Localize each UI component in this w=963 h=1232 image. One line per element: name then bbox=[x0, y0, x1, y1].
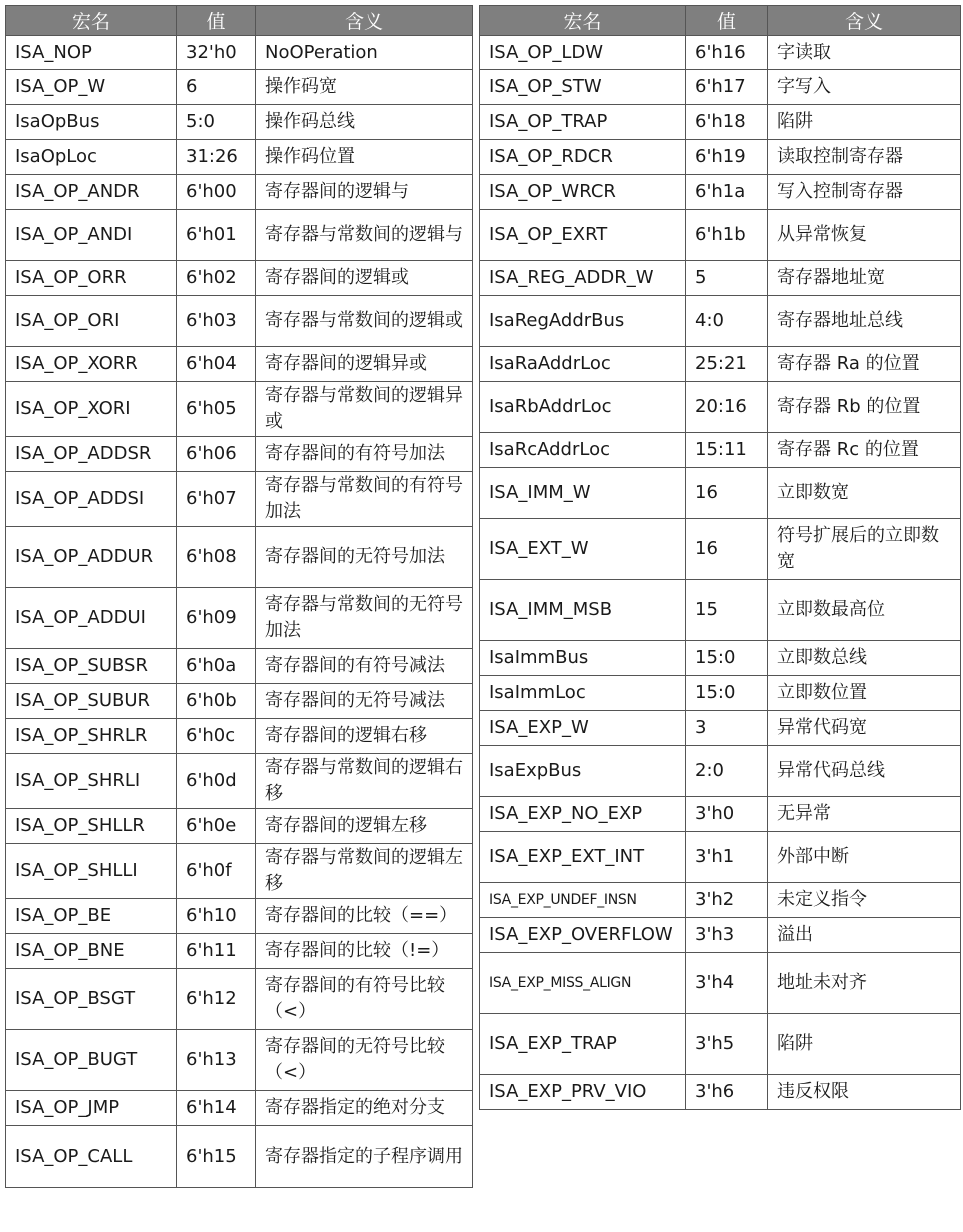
meaning-cell: 寄存器间的有符号比较（<） bbox=[256, 969, 473, 1030]
value-cell: 6'h01 bbox=[177, 210, 256, 261]
value-cell: 16 bbox=[686, 468, 768, 519]
meaning-cell: 写入控制寄存器 bbox=[768, 175, 961, 210]
meaning-cell: 寄存器间的无符号加法 bbox=[256, 527, 473, 588]
meaning-cell: 寄存器与常数间的逻辑与 bbox=[256, 210, 473, 261]
meaning-cell: 异常代码总线 bbox=[768, 746, 961, 797]
value-cell: 3 bbox=[686, 711, 768, 746]
macro-cell: ISA_EXT_W bbox=[480, 519, 686, 580]
value-cell: 3'h4 bbox=[686, 953, 768, 1014]
macro-cell: ISA_OP_RDCR bbox=[480, 140, 686, 175]
macro-cell: IsaImmLoc bbox=[480, 676, 686, 711]
macro-cell: ISA_NOP bbox=[6, 36, 177, 70]
macro-cell: ISA_OP_ORI bbox=[6, 296, 177, 347]
macro-cell: ISA_OP_ANDR bbox=[6, 175, 177, 210]
value-cell: 6'h07 bbox=[177, 472, 256, 527]
table-row bbox=[6, 347, 473, 382]
macro-cell: ISA_OP_JMP bbox=[6, 1091, 177, 1126]
table-row bbox=[6, 844, 473, 899]
meaning-cell: 读取控制寄存器 bbox=[768, 140, 961, 175]
macro-cell: ISA_OP_BUGT bbox=[6, 1030, 177, 1091]
macro-cell: ISA_OP_ADDSR bbox=[6, 437, 177, 472]
value-cell: 16 bbox=[686, 519, 768, 580]
macro-cell: ISA_OP_BE bbox=[6, 899, 177, 934]
value-cell: 15:0 bbox=[686, 641, 768, 676]
table-row bbox=[6, 649, 473, 684]
value-cell: 3'h3 bbox=[686, 918, 768, 953]
table-row bbox=[480, 918, 961, 953]
header-macro: 宏名 bbox=[6, 6, 177, 36]
value-cell: 6'h0a bbox=[177, 649, 256, 684]
value-cell: 6'h04 bbox=[177, 347, 256, 382]
value-cell: 3'h6 bbox=[686, 1075, 768, 1110]
value-cell: 3'h0 bbox=[686, 797, 768, 832]
value-cell: 6'h05 bbox=[177, 382, 256, 437]
meaning-cell: 寄存器间的逻辑或 bbox=[256, 261, 473, 296]
value-cell: 6'h19 bbox=[686, 140, 768, 175]
value-cell: 2:0 bbox=[686, 746, 768, 797]
macro-cell: ISA_OP_SHRLR bbox=[6, 719, 177, 754]
meaning-cell: 陷阱 bbox=[768, 1014, 961, 1075]
meaning-cell: 寄存器间的无符号比较（<） bbox=[256, 1030, 473, 1091]
meaning-cell: 寄存器间的逻辑与 bbox=[256, 175, 473, 210]
table-row bbox=[6, 527, 473, 588]
value-cell: 15:11 bbox=[686, 433, 768, 468]
value-cell: 5 bbox=[686, 261, 768, 296]
value-cell: 6'h00 bbox=[177, 175, 256, 210]
meaning-cell: 寄存器 Ra 的位置 bbox=[768, 347, 961, 382]
macro-cell: ISA_OP_STW bbox=[480, 70, 686, 105]
value-cell: 15 bbox=[686, 580, 768, 641]
macro-cell: ISA_REG_ADDR_W bbox=[480, 261, 686, 296]
macro-cell: ISA_OP_ANDI bbox=[6, 210, 177, 261]
meaning-cell: 操作码宽 bbox=[256, 70, 473, 105]
table-row bbox=[6, 36, 473, 70]
macro-cell: ISA_OP_WRCR bbox=[480, 175, 686, 210]
table-row bbox=[480, 105, 961, 140]
value-cell: 6'h02 bbox=[177, 261, 256, 296]
meaning-cell: 寄存器 Rb 的位置 bbox=[768, 382, 961, 433]
value-cell: 6'h0b bbox=[177, 684, 256, 719]
macro-cell: ISA_OP_XORR bbox=[6, 347, 177, 382]
macro-table-right bbox=[479, 5, 961, 1110]
table-row bbox=[480, 519, 961, 580]
value-cell: 6'h0f bbox=[177, 844, 256, 899]
header-value: 值 bbox=[177, 6, 256, 36]
meaning-cell: 外部中断 bbox=[768, 832, 961, 883]
value-cell: 31:26 bbox=[177, 140, 256, 175]
table-row bbox=[6, 1126, 473, 1188]
macro-cell: ISA_OP_TRAP bbox=[480, 105, 686, 140]
meaning-cell: 从异常恢复 bbox=[768, 210, 961, 261]
table-row bbox=[6, 588, 473, 649]
meaning-cell: 溢出 bbox=[768, 918, 961, 953]
table-row bbox=[480, 832, 961, 883]
table-row bbox=[6, 261, 473, 296]
meaning-cell: 寄存器间的逻辑右移 bbox=[256, 719, 473, 754]
table-row bbox=[480, 347, 961, 382]
meaning-cell: 立即数宽 bbox=[768, 468, 961, 519]
header-value: 值 bbox=[686, 6, 768, 36]
value-cell: 20:16 bbox=[686, 382, 768, 433]
macro-cell: ISA_OP_ADDUI bbox=[6, 588, 177, 649]
macro-cell: ISA_EXP_PRV_VIO bbox=[480, 1075, 686, 1110]
table-row bbox=[480, 382, 961, 433]
table-row bbox=[480, 210, 961, 261]
table-row bbox=[480, 797, 961, 832]
macro-cell: ISA_IMM_W bbox=[480, 468, 686, 519]
macro-cell: ISA_OP_SUBSR bbox=[6, 649, 177, 684]
macro-cell: ISA_OP_SHLLR bbox=[6, 809, 177, 844]
value-cell: 6'h11 bbox=[177, 934, 256, 969]
macro-cell: IsaRegAddrBus bbox=[480, 296, 686, 347]
meaning-cell: 寄存器间的比较（!=） bbox=[256, 934, 473, 969]
meaning-cell: NoOPeration bbox=[256, 36, 473, 70]
macro-cell: ISA_OP_ORR bbox=[6, 261, 177, 296]
macro-cell: IsaImmBus bbox=[480, 641, 686, 676]
value-cell: 6'h09 bbox=[177, 588, 256, 649]
value-cell: 5:0 bbox=[177, 105, 256, 140]
meaning-cell: 立即数最高位 bbox=[768, 580, 961, 641]
macro-cell: ISA_OP_SHLLI bbox=[6, 844, 177, 899]
macro-cell: ISA_EXP_EXT_INT bbox=[480, 832, 686, 883]
macro-cell: ISA_OP_XORI bbox=[6, 382, 177, 437]
meaning-cell: 寄存器间的逻辑异或 bbox=[256, 347, 473, 382]
table-row bbox=[480, 36, 961, 70]
header-meaning: 含义 bbox=[256, 6, 473, 36]
meaning-cell: 寄存器与常数间的有符号加法 bbox=[256, 472, 473, 527]
meaning-cell: 违反权限 bbox=[768, 1075, 961, 1110]
table-row bbox=[480, 676, 961, 711]
macro-table-left bbox=[5, 5, 473, 1188]
value-cell: 25:21 bbox=[686, 347, 768, 382]
macro-cell: IsaOpBus bbox=[6, 105, 177, 140]
table-row bbox=[480, 1075, 961, 1110]
table-row bbox=[480, 468, 961, 519]
table-row bbox=[6, 1091, 473, 1126]
macro-cell: ISA_OP_BNE bbox=[6, 934, 177, 969]
value-cell: 6'h15 bbox=[177, 1126, 256, 1188]
meaning-cell: 寄存器 Rc 的位置 bbox=[768, 433, 961, 468]
table-row bbox=[480, 746, 961, 797]
meaning-cell: 寄存器指定的绝对分支 bbox=[256, 1091, 473, 1126]
macro-cell: ISA_EXP_W bbox=[480, 711, 686, 746]
table-row bbox=[6, 296, 473, 347]
value-cell: 6'h17 bbox=[686, 70, 768, 105]
value-cell: 3'h5 bbox=[686, 1014, 768, 1075]
macro-cell: ISA_OP_CALL bbox=[6, 1126, 177, 1188]
table-row bbox=[480, 70, 961, 105]
meaning-cell: 符号扩展后的立即数宽 bbox=[768, 519, 961, 580]
meaning-cell: 寄存器间的比较（==） bbox=[256, 899, 473, 934]
value-cell: 6'h18 bbox=[686, 105, 768, 140]
value-cell: 6'h14 bbox=[177, 1091, 256, 1126]
value-cell: 6'h0c bbox=[177, 719, 256, 754]
meaning-cell: 字写入 bbox=[768, 70, 961, 105]
meaning-cell: 寄存器间的有符号减法 bbox=[256, 649, 473, 684]
macro-cell: ISA_OP_ADDUR bbox=[6, 527, 177, 588]
meaning-cell: 寄存器与常数间的逻辑异或 bbox=[256, 382, 473, 437]
table-row bbox=[480, 296, 961, 347]
macro-cell: IsaRaAddrLoc bbox=[480, 347, 686, 382]
table-row bbox=[480, 953, 961, 1014]
value-cell: 6'h1a bbox=[686, 175, 768, 210]
value-cell: 6 bbox=[177, 70, 256, 105]
table-row bbox=[6, 472, 473, 527]
meaning-cell: 未定义指令 bbox=[768, 883, 961, 918]
meaning-cell: 寄存器间的逻辑左移 bbox=[256, 809, 473, 844]
meaning-cell: 寄存器间的有符号加法 bbox=[256, 437, 473, 472]
value-cell: 6'h03 bbox=[177, 296, 256, 347]
table-row bbox=[480, 433, 961, 468]
table-row bbox=[6, 899, 473, 934]
macro-cell: IsaExpBus bbox=[480, 746, 686, 797]
macro-cell: ISA_IMM_MSB bbox=[480, 580, 686, 641]
table-row bbox=[480, 883, 961, 918]
meaning-cell: 立即数位置 bbox=[768, 676, 961, 711]
macro-cell: IsaRcAddrLoc bbox=[480, 433, 686, 468]
table-row bbox=[480, 1014, 961, 1075]
header-meaning: 含义 bbox=[768, 6, 961, 36]
header-macro: 宏名 bbox=[480, 6, 686, 36]
meaning-cell: 寄存器与常数间的逻辑右移 bbox=[256, 754, 473, 809]
macro-cell: ISA_OP_W bbox=[6, 70, 177, 105]
meaning-cell: 寄存器指定的子程序调用 bbox=[256, 1126, 473, 1188]
meaning-cell: 寄存器地址总线 bbox=[768, 296, 961, 347]
value-cell: 6'h10 bbox=[177, 899, 256, 934]
table-row bbox=[6, 382, 473, 437]
table-row bbox=[480, 580, 961, 641]
value-cell: 6'h1b bbox=[686, 210, 768, 261]
macro-cell: ISA_EXP_UNDEF_INSN bbox=[480, 883, 686, 918]
table-row bbox=[6, 684, 473, 719]
value-cell: 6'h13 bbox=[177, 1030, 256, 1091]
macro-cell: ISA_EXP_MISS_ALIGN bbox=[480, 953, 686, 1014]
table-row bbox=[6, 175, 473, 210]
value-cell: 6'h16 bbox=[686, 36, 768, 70]
meaning-cell: 陷阱 bbox=[768, 105, 961, 140]
meaning-cell: 无异常 bbox=[768, 797, 961, 832]
macro-cell: ISA_OP_SHRLI bbox=[6, 754, 177, 809]
macro-cell: ISA_OP_BSGT bbox=[6, 969, 177, 1030]
meaning-cell: 字读取 bbox=[768, 36, 961, 70]
macro-cell: ISA_EXP_OVERFLOW bbox=[480, 918, 686, 953]
meaning-cell: 操作码位置 bbox=[256, 140, 473, 175]
table-row bbox=[480, 140, 961, 175]
table-row bbox=[6, 1030, 473, 1091]
table-row bbox=[6, 719, 473, 754]
table-row bbox=[6, 754, 473, 809]
meaning-cell: 寄存器地址宽 bbox=[768, 261, 961, 296]
value-cell: 6'h0d bbox=[177, 754, 256, 809]
table-row bbox=[480, 175, 961, 210]
value-cell: 15:0 bbox=[686, 676, 768, 711]
value-cell: 4:0 bbox=[686, 296, 768, 347]
macro-cell: IsaOpLoc bbox=[6, 140, 177, 175]
table-row bbox=[6, 70, 473, 105]
table-row bbox=[6, 969, 473, 1030]
value-cell: 6'h12 bbox=[177, 969, 256, 1030]
value-cell: 3'h1 bbox=[686, 832, 768, 883]
macro-cell: ISA_OP_EXRT bbox=[480, 210, 686, 261]
macro-cell: IsaRbAddrLoc bbox=[480, 382, 686, 433]
value-cell: 6'h08 bbox=[177, 527, 256, 588]
value-cell: 6'h06 bbox=[177, 437, 256, 472]
header-row bbox=[6, 6, 473, 36]
table-row bbox=[480, 261, 961, 296]
table-row bbox=[6, 105, 473, 140]
macro-cell: ISA_OP_ADDSI bbox=[6, 472, 177, 527]
table-row bbox=[480, 641, 961, 676]
meaning-cell: 立即数总线 bbox=[768, 641, 961, 676]
macro-cell: ISA_EXP_NO_EXP bbox=[480, 797, 686, 832]
value-cell: 32'h0 bbox=[177, 36, 256, 70]
meaning-cell: 寄存器与常数间的无符号加法 bbox=[256, 588, 473, 649]
meaning-cell: 异常代码宽 bbox=[768, 711, 961, 746]
table-row bbox=[6, 140, 473, 175]
value-cell: 3'h2 bbox=[686, 883, 768, 918]
macro-cell: ISA_OP_LDW bbox=[480, 36, 686, 70]
table-row bbox=[6, 437, 473, 472]
meaning-cell: 操作码总线 bbox=[256, 105, 473, 140]
table-row bbox=[480, 711, 961, 746]
table-row bbox=[6, 210, 473, 261]
meaning-cell: 地址未对齐 bbox=[768, 953, 961, 1014]
table-row bbox=[6, 934, 473, 969]
value-cell: 6'h0e bbox=[177, 809, 256, 844]
meaning-cell: 寄存器与常数间的逻辑左移 bbox=[256, 844, 473, 899]
header-row bbox=[480, 6, 961, 36]
meaning-cell: 寄存器间的无符号减法 bbox=[256, 684, 473, 719]
macro-cell: ISA_EXP_TRAP bbox=[480, 1014, 686, 1075]
meaning-cell: 寄存器与常数间的逻辑或 bbox=[256, 296, 473, 347]
table-row bbox=[6, 809, 473, 844]
macro-cell: ISA_OP_SUBUR bbox=[6, 684, 177, 719]
